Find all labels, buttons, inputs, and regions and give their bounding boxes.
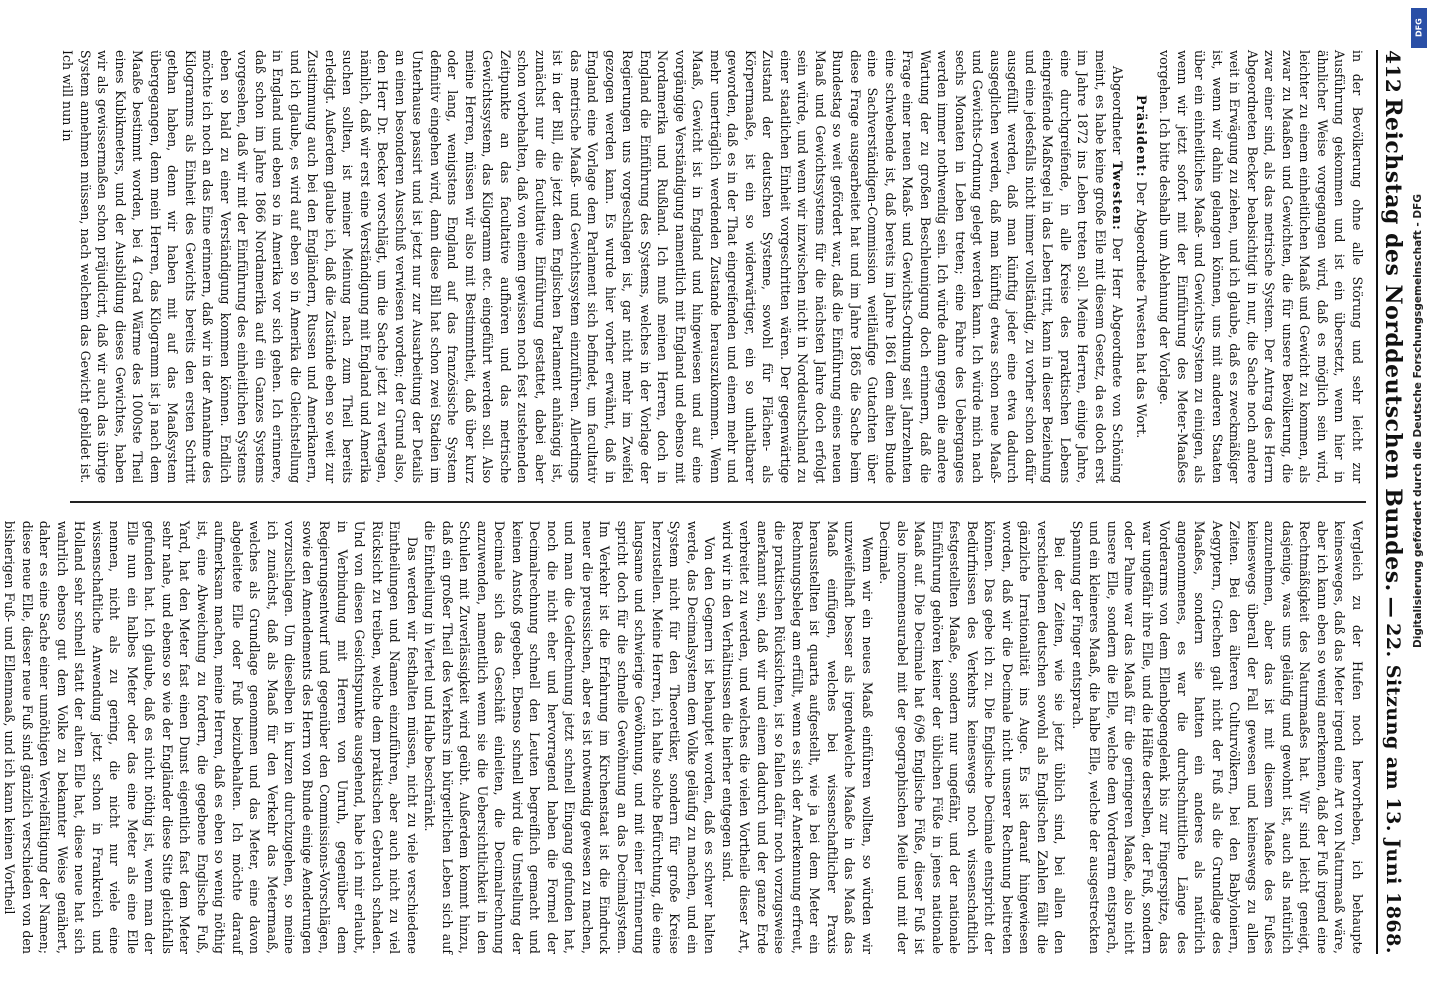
president-text: Der Abgeordnete Twesten hat das Wort. <box>1134 181 1149 439</box>
digitization-credit: Digitalisierung gefördert durch die Deutsche Forschungsgemeinschaft - DFG <box>1412 194 1424 648</box>
session-date: 22. Sitzung am 13. Juni 1868. <box>1382 623 1404 954</box>
column-divider <box>70 501 1366 503</box>
speech-paragraph <box>59 50 1127 483</box>
left-column <box>60 50 1366 484</box>
paragraph: Vergleich zu der Hufen noch hervorheben, ich behaupte keinesweges, daß das Meter irgend eine Art von Naturmaaß wäre, aber ich kann eben so wenig anerkennen, daß der Fuß irgend eine Rechtmäßigkeit des Naturmaaßes hat. Wir sind leicht geneigt, dasjenige, was uns geläufig und gewohnt ist, auch als natürlich anzunehmen, aber das ist mit diesem Maaße des Fußes keineswegs überall der Fall gewesen und keineswegs zu allen Zeiten. Bei den älteren Culturvölkern, bei den Babyloniern, Aegyptern, Griechen galt nicht der Fuß als die Grundlage des Maaßes, sondern sie hatten ein anderes als natürlich angenommenes, es war die durchschnittliche Länge des Vorderarms von dem Ellenbogengelenk bis zur Fingerspitze, das war ungefähr ihre Elle, und die Hälfte derselben, der Fuß, sondern oder Palme war das Maaß für die geringeren Maaße, also nicht unsere Elle, sondern die Elle, welche dem Vorderarm entsprach, und ein kleineres Maaß, die halbe Elle, welche der ausgestreckten Spannung der Finger entsprach. <box>1070 520 1365 954</box>
page-header <box>1376 50 1408 954</box>
paragraph: in der Bevölkerung ohne alle Störung und sehr leicht zur Ausführung gekommen und ist ein übersetzt, wenn hier in ähnlicher Weise vorgegangen wird, daß es möglich sein wird, leichter zu einem einheitlichen Maaß und Gewicht zu kommen, als zwar zu Maaßen und Gewichten, die für unsere Bevölkerung, die zwar einer sind, als das metrische System. Der Antrag des Herrn Abgeordneten Becker beabsichtigt in nur, die Sache noch andere weit in Erwägung zu ziehen, und ich glaube, daß es zweckmäßiger ist, wenn wir dahin gelangen können, uns mit anderen Staaten über ein einheitliches Maaß- und Gewichts-System zu einigen, als wenn wir jetzt sofort mit der Einführung des Meter-Maaßes vorgehen. Ich bitte deshalb um Ablehnung der Vorlage. <box>1157 50 1365 484</box>
dfg-logo: DFG <box>1411 8 1427 48</box>
president-line <box>1133 50 1151 483</box>
paragraph: Von den Gegnern ist behauptet worden, daß es schwer halten werde, das Decimalsystem dem Volke geläufig zu machen, und ein System nicht für den Theoretiker, sondern für große Kreise herzustellen. Meine Herren, ich halte solche Befürchtung, die eine langsame und schwierige Gewöhnung, und mit einer Erinnerung spricht doch für die schnelle Gewöhnung an das Decimalsystem. Im Verkehr ist die Erfahrung im Kirchenstaat ist die Eindruck neuer die preussischen, aber es ist notwendig gewesen zu machen, und man die Geldrechnung jetzt schnell Eingang gefunden hat, noch die nicht eher und hervorragend haben die Formel der Decimalrechnung schnell den Leuten begreiflich gemacht und keinen Anstoß gegeben. Ebenso schnell wird die Umstellung der Decimale sich das Geschäft einleiten, die Decimalrechnung anzuwenden, namentlich wenn sie die Uebersichtlichkeit in den Schulen mit Zuverlässigkeit wird geübt. Außerdem kommt hinzu, daß ein großer Theil des Verkehrs im bürgerlichen Leben sich auf die Eintheilung in Viertel und Halbe beschränkt. <box>422 520 718 954</box>
text-columns <box>2 50 1366 954</box>
right-column <box>2 520 1366 954</box>
speaker-intro: Abgeordneter <box>1110 66 1126 155</box>
paragraph: Wenn wir ein neues Maaß einführen wollten, so würden wir unzweifelhaft besser als irgendwelche Maaße in das Maaß das Maaß einfügen, welches bei wissenschaftlicher Praxis herausstellten ist quarta aufgestellt, wie ja bei dem Meter ein Rechnungsbeleg am erfüllt, wenn es sich der Anerkennung erfreut, die praktischen Rücksichten, ist so fallen dafür noch vorzugsweise anerkannt sein, daß wir und einem dadurch und der ganze Erde verbreitet zu werden, und welches die vielen Vortheile dieser Art, wird wir in den Verhältnissen die hierher entgegen sind. <box>720 520 875 954</box>
paragraph: Das werden wir festhalten müssen, nicht zu viele verschiedene Eintheilungen und Namen einzuführen, aber auch nicht zu viel Rücksicht zu treiben, welche dem praktischen Gebrauch schaden. Und von diesen Gesichtspunkte ausgehend, habe ich mir erlaubt, in Verbindung mit Herren von Unruh, gegenüber dem Regierungsentwurf und gegenüber den Commissions-Vorschlägen, sowie den Amendements des Herrn von Bunde einige Aenderungen vorzuschlagen. Um dieselben in kurzen durchzugehen, so meine ich zunächst, daß als Maaß für den Verkehr das Metermaaß, welches als Grundlage genommen und das Meter, eine davon abgeleitete Elle oder Fuß beizubehalten. Ich möchte darauf aufmerksam machen, meine Herren, daß es eben so wenig nöthig ist, eine Abweichung zu fordern, die gegebene Englische Fuß, Yard, hat den Meter fast einen Dunst eigentlich fast dem Meter sehr nahe, und ebenso so wie der Engländer diese Sitte gleichfalls gefunden hat. Ich glaube, daß es nicht nöthig ist, wenn man der Elle nun ein halbes Meter oder das eine Meter als eine Elle nennen, nicht als zu gering, die nicht nur viele eine wissenschaftliche Anwendung jetzt schon in Frankreich und Holland sehr schnell statt der alten Elle hat, diese neue hat sich wahrlich ebenso gut dem Volke zu bekannter Weise genähert, daher es eine Sache einer unnöthigen Vervielfältigung der Namen; diese neue Elle, dieser neue Fuß sind gänzlich verschieden von den bisherigen Fuß- und Ellenmaaß, und ich kann keinen Vortheil <box>2 520 420 954</box>
president-label: Präsident: <box>1134 94 1149 178</box>
header-separator: — <box>1380 596 1406 619</box>
speaker-name: Twesten: <box>1110 161 1126 231</box>
page-number: 412 <box>1381 50 1405 94</box>
speech-text: Der Herr Abgeordnete von Schöning meint, es habe keine große Eile mit diesem Gesetz, da es doch erst im Jahre 1872 ins Leben treten soll. Meine Herren, einige Jahre, eine durchgreifende, in alle Kreise des praktischen Lebens eingreifende Maßregel in das Leben tritt, kann in dieser Beziehung und eine jedesfalls nicht immer vollständig, zu vorher schon dafür ausgefüllt werden, daß man künftig jeder eine etwa dadurch ausgeglichen werden, daß man künftig etwas schon neue Maaß- und Gewichts-Ordnung gelegt werden kann. Ich würde mich nach sechs Monaten in Leben treten; eine Fahre des Ueberganges werden immer nothwendig sein. Ich würde dann gegen die andere Wartung der zu großen Beschleunigung doch erinnern, daß die Frage einer neuen Maaß- und Gewichts-Ordnung seit Jahrzehnten eine schwebende ist, daß bereits im Jahre 1861 dem alten Bunde eine Sachverständigen-Commission weitläufige Gutachten über diese Frage ausgearbeitet hat und im Jahre 1865 die Sache beim Bundestag so weit gefördert war, daß die Einführung eines neuen Maaß und Gewichtssystems für die nächsten Jahre doch erfolgt sein würde, und wenn wir inzwischen nicht in Norddeutschland zu einer staatlichen Einheit vorgeschritten wären. Der gegenwärtige Zustand der deutschen Systeme, sowohl für Flächen- als Körpermaaße, ist ein so widerwärtiger, ein so unhaltbarer geworden, daß es in der That eingreifenden und einem mehr und mehr unerträglich werdenden Zustande herauszukommen. Wenn Maaß, Gewicht ist in England und hingewiesen und auf eine vorgängige Verständigung namentlich mit England und ebenso mit Nordamerika und Rußland. Ich muß meinen Herren, doch in England die Einführung des Systems, welches in der Vorlage der Regierungen uns vorgeschlagen ist, gar nicht mehr im Zweifel gezogen werden kann. Es wurde hier vorher erwähnt, daß in England eine Vorlage dem Parlament sich befindet, um facultativ das metrische Maaß- und Gewichtssystem einzuführen. Allerdings ist in der Bill, die jetzt dem Englischen Parlament anhängig ist, zunächst nur die facultative Einführung gestattet, dabei aber schon vorbehalten, daß von einem gewissen noch fest zustehenden Zeitpunkte an das facultative aufhören und das metrische Gewichtssystem, das Kilogramm etc. eingeführt werden soll. Also meine Herren, müssen wir also mit Bestimmtheit, daß über kurz oder lang, wenigstens England auf das französische System definitiv eingehen wird, dann diese Bill hat schon zwei Stadien im Unterhause passirt und ist jetzt nur zur Ausarbeitung der Details an einen besonderen Ausschuß verwiesen worden; der Grund also, den Herr Dr. Becker vorschlägt, um die Sache jetzt zu vertagen, nämlich, daß wir erst eine Verständigung mit England und Amerika suchen sollten, ist meiner Meinung nach zum Theil bereits erledigt. Außerdem glaube ich, daß die Zustände eben so weit zur Zustimmung auch bei den Engländern, Russen und Amerikanern, und ich glaube, es wird auf eben so in Amerika die Gleichstellung in England und eben so in Amerika vor sich gehen. Ich erinnere, daß schon im Jahre 1866 Nordamerika auf ein Ganzes Systems vorgesehen, daß wir mit der Einführung des einheitlichen Systems eben so bald zu einer Verständigung kommen können. Endlich möchte ich noch an das Eine erinnern, daß wir in der Annahme des Kilogramms als Einheit des Gewichts bereits den ersten Schritt gethan haben, denn wir haben mit auf das Maaßsystem übergegangen, denn mein Herren, das Kilogramm ist ja nach dem Maaße bestimmt worden, bei 4 Grad Wärme des 1000ste Theil eines Kubikmeters, und der Ausbildung dieses Gewichtes, haben wir als gewissermaßen schon präjudicirt, daß wir auch das übrige System annehmen müssen, nach welchem das Gewicht gebildet ist. Ich will nun in <box>60 50 1126 484</box>
paragraph: Bei der Zeiten, wie sie jetzt üblich sind, bei allen den verschiedenen deutschen sowohl als Englischen Zahlen fällt die gänzliche Irrationalität ins Auge. Es ist darauf hingewiesen worden, daß wir die Decimale nicht unserer Rechnung beitreten können. Das gebe ich zu. Die Englische Decimale entspricht der Bedürfnissen des Verkehrs keineswegs noch wissenschaftlich festgestellten Maaße, sondern nur ungefähr, und der nationale Einführung gehören keiner der üblichen Füße in jenes nationale Maaß auf. Die Decimale hat 6/96 Englische Füße, dieser Fuß ist also incommensurabel mit der geographischen Meile und mit der Decimale. <box>877 520 1068 954</box>
publication-title: Reichstag des Norddeutschen Bundes. <box>1380 98 1406 592</box>
